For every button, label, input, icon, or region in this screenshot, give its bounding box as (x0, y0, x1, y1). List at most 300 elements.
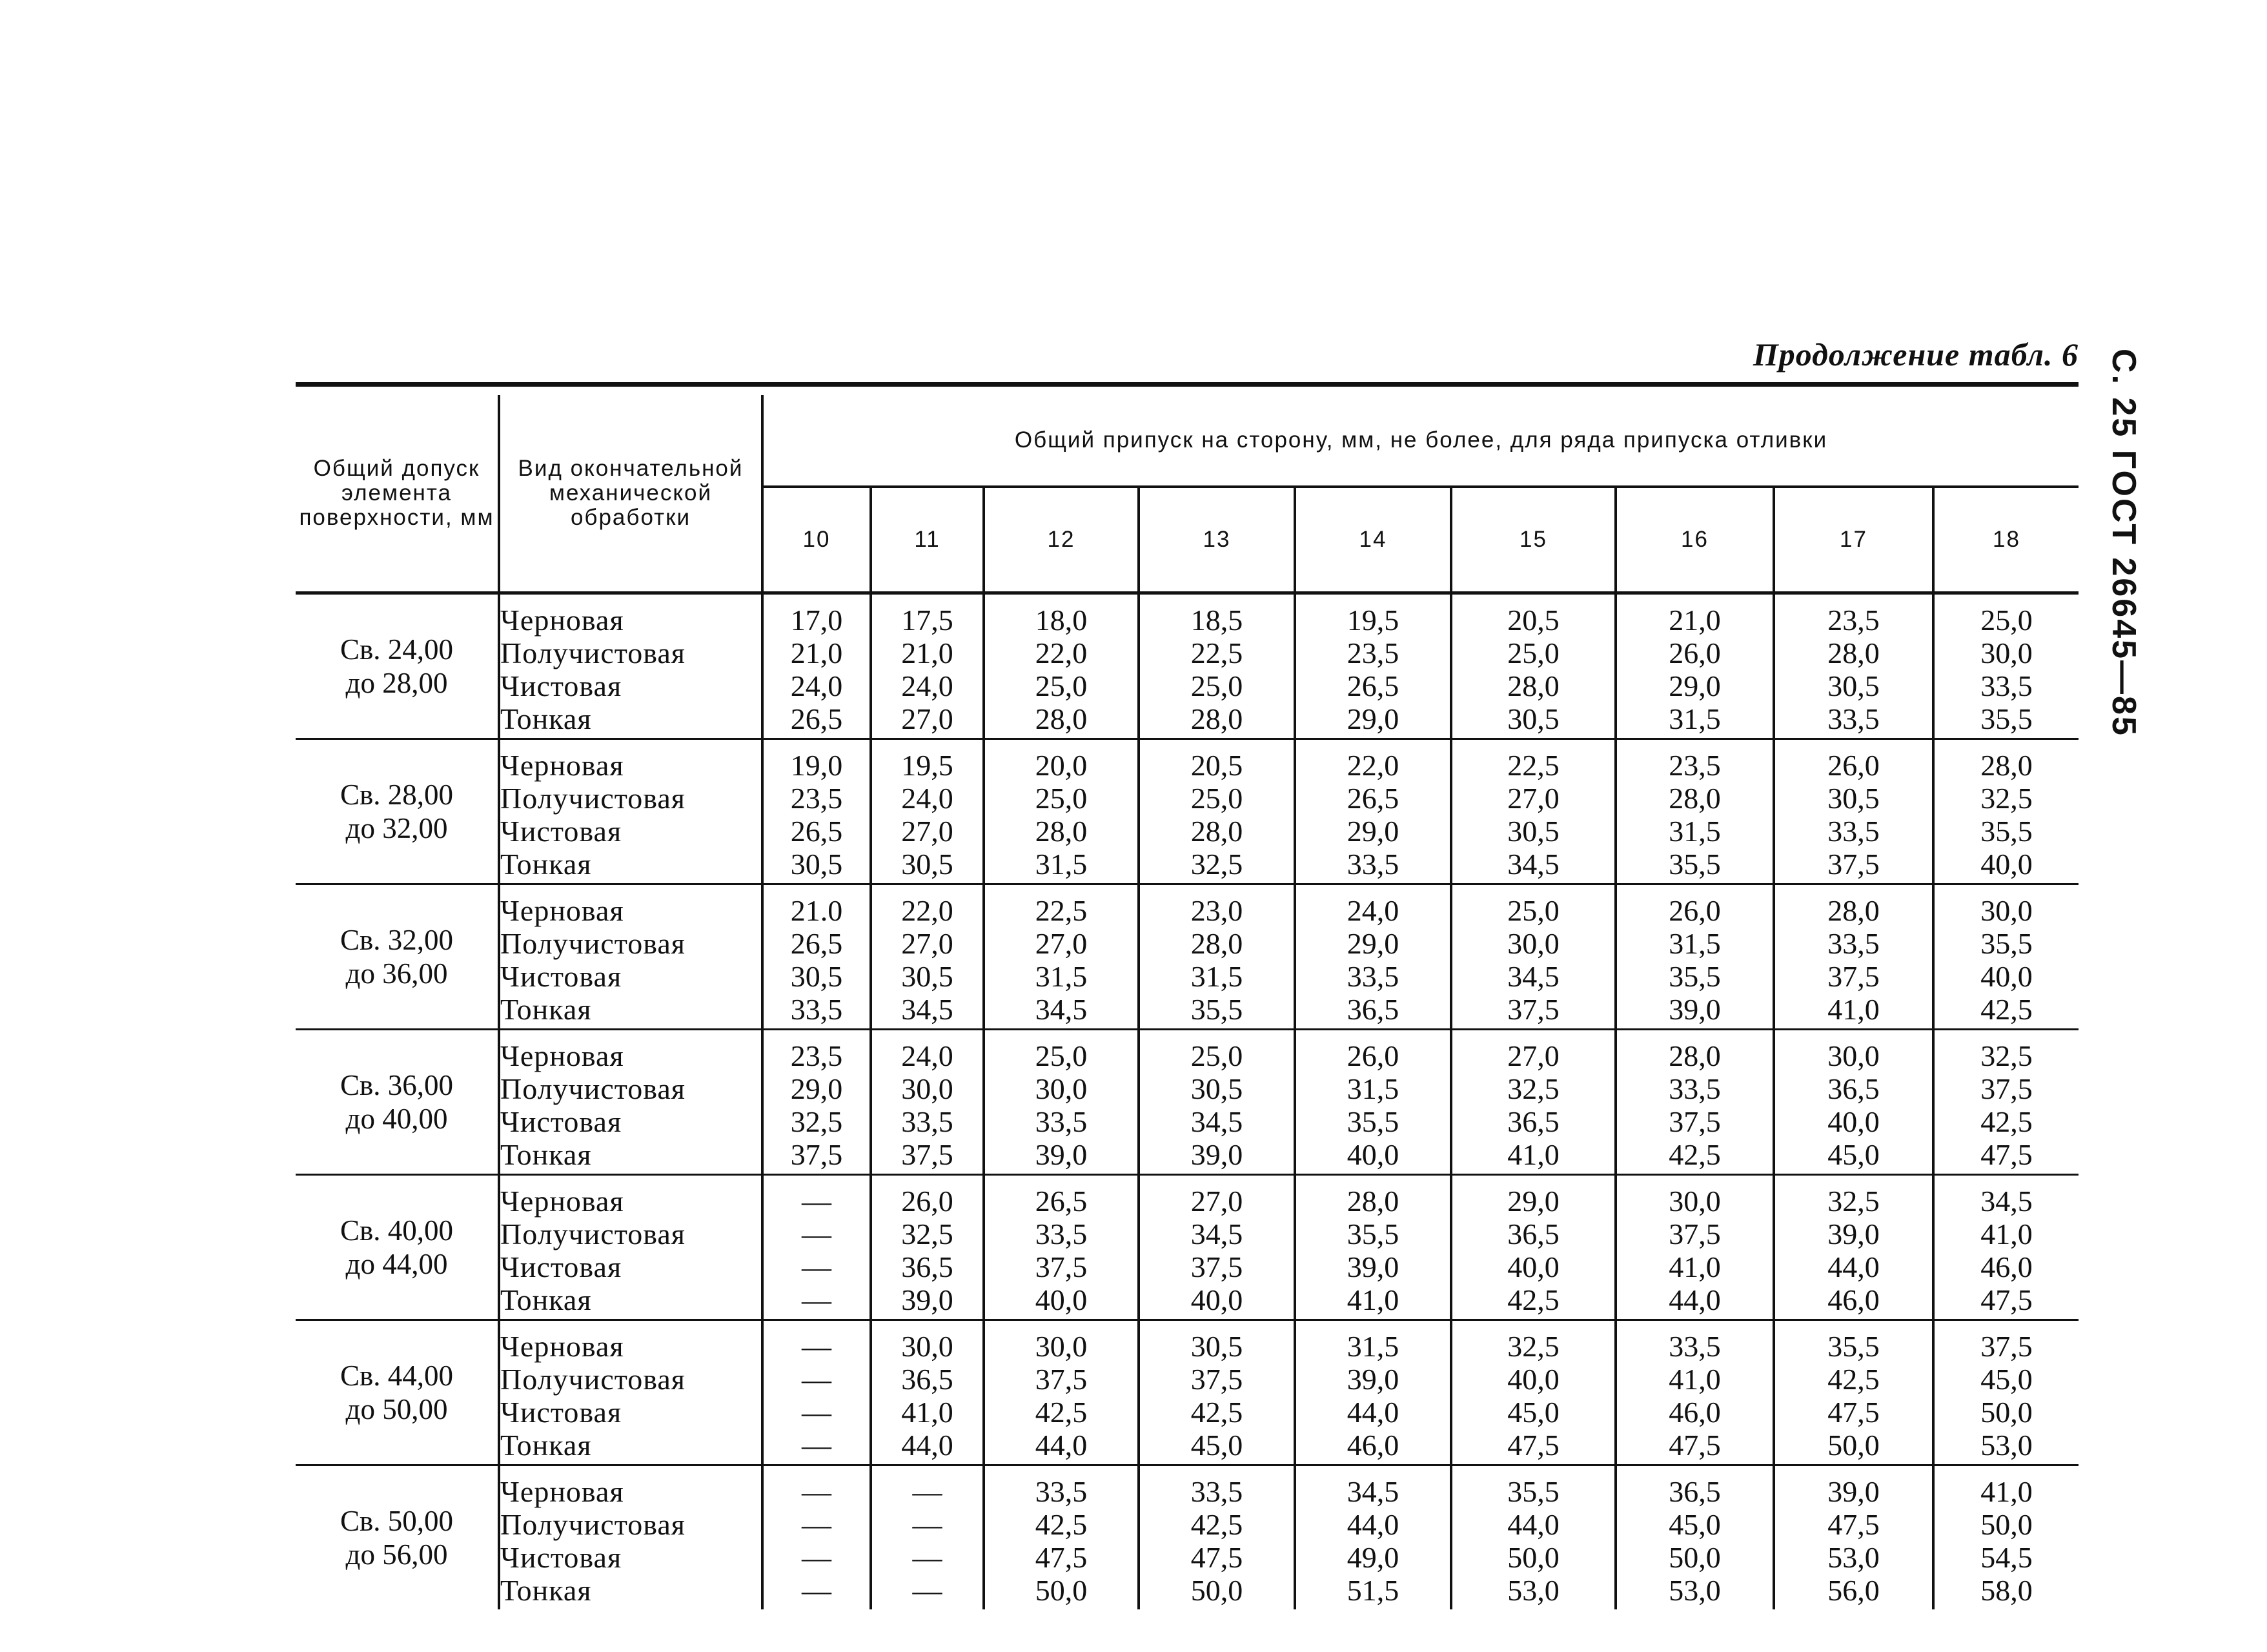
allowance-value: 27,0 (901, 815, 953, 848)
allowance-value: 22,5 (1035, 894, 1088, 927)
allowance-value: 49,0 (1347, 1541, 1399, 1574)
allowance-value: 29,0 (1347, 927, 1399, 960)
tolerance-line: Св. 36,00 (340, 1069, 453, 1101)
finish-type-label: Тонкая (500, 1429, 592, 1462)
value-cell-series-13 (1139, 1175, 1295, 1320)
finish-type-cell (499, 884, 762, 1030)
allowance-value: 31,5 (1190, 960, 1243, 993)
finish-type-label: Чистовая (500, 815, 622, 848)
allowance-value: 36,5 (1507, 1105, 1560, 1138)
allowance-value: 26,5 (790, 815, 843, 848)
allowance-value: — (802, 1475, 831, 1508)
value-cell-series-18 (1933, 739, 2079, 884)
value-cell-series-12 (984, 1030, 1139, 1175)
allowance-value: 26,5 (790, 927, 843, 960)
finish-type-label: Тонкая (500, 1283, 592, 1316)
allowance-value: 27,0 (1507, 1039, 1560, 1072)
allowance-value: 37,5 (1190, 1250, 1243, 1283)
allowance-value: 42,5 (1980, 993, 2033, 1026)
allowance-value: 35,5 (1669, 848, 1721, 881)
allowance-value: 28,0 (1507, 669, 1560, 702)
allowance-value: 28,0 (1827, 894, 1880, 927)
allowance-value: 40,0 (1827, 1105, 1880, 1138)
tolerance-cell (296, 884, 499, 1030)
value-cell-series-10 (762, 739, 871, 884)
table-row (296, 739, 2079, 884)
allowance-value: 18,0 (1035, 604, 1088, 637)
value-cell-series-14 (1295, 884, 1451, 1030)
allowance-value: 26,0 (1347, 1039, 1399, 1072)
allowance-value: 53,0 (1507, 1574, 1560, 1607)
allowance-value: 30,0 (1035, 1330, 1088, 1363)
allowance-value: 30,5 (901, 960, 953, 993)
allowance-value: 30,5 (901, 848, 953, 881)
allowance-value: 40,0 (1190, 1283, 1243, 1316)
allowance-value: 30,5 (1190, 1330, 1243, 1363)
value-cell-series-17 (1774, 739, 1933, 884)
allowance-value: 39,0 (1035, 1138, 1088, 1171)
allowance-value: 36,5 (901, 1250, 953, 1283)
finish-type-label: Тонкая (500, 848, 592, 881)
allowance-value: 25,0 (1980, 604, 2033, 637)
allowance-value: 24,0 (790, 669, 843, 702)
allowance-value: 30,5 (1827, 782, 1880, 815)
allowance-value: 28,0 (1190, 815, 1243, 848)
allowance-value: — (912, 1508, 942, 1541)
allowance-value: 33,5 (901, 1105, 953, 1138)
allowance-value: 50,0 (1980, 1396, 2033, 1429)
allowance-value: 56,0 (1827, 1574, 1880, 1607)
value-cell-series-14 (1295, 1465, 1451, 1610)
allowance-value: 25,0 (1507, 637, 1560, 669)
value-cell-series-16 (1616, 1320, 1774, 1465)
allowance-value: 44,0 (1347, 1508, 1399, 1541)
allowance-value: — (802, 1429, 831, 1462)
tolerance-line: Св. 32,00 (340, 924, 453, 956)
value-cell-series-12 (984, 1465, 1139, 1610)
allowance-value: 45,0 (1980, 1363, 2033, 1396)
allowance-value: 33,5 (1827, 702, 1880, 735)
allowance-value: 29,0 (1347, 702, 1399, 735)
table-row (296, 1320, 2079, 1465)
allowance-value: 24,0 (901, 669, 953, 702)
allowance-value: 30,5 (1190, 1072, 1243, 1105)
header-finish-type: Вид окончательной механической обработки (499, 395, 762, 593)
allowance-value: 29,0 (1347, 815, 1399, 848)
allowance-value: 42,5 (1507, 1283, 1560, 1316)
header-series-18: 18 (1933, 487, 2079, 593)
allowance-value: 33,5 (1669, 1330, 1721, 1363)
value-cell-series-18 (1933, 1030, 2079, 1175)
allowance-value: 45,0 (1669, 1508, 1721, 1541)
value-cell-series-10 (762, 1465, 871, 1610)
finish-type-label: Чистовая (500, 960, 622, 993)
table-row (296, 1175, 2079, 1320)
allowance-value: 30,5 (1507, 815, 1560, 848)
allowance-value: 29,0 (790, 1072, 843, 1105)
allowance-value: 44,0 (1035, 1429, 1088, 1462)
allowance-value: 27,0 (1035, 927, 1088, 960)
allowance-value: 47,5 (1507, 1429, 1560, 1462)
allowance-value: 21,0 (790, 637, 843, 669)
value-cell-series-16 (1616, 1030, 1774, 1175)
allowance-value: 32,5 (1980, 1039, 2033, 1072)
allowance-value: 32,5 (1980, 782, 2033, 815)
allowance-value: 32,5 (1190, 848, 1243, 881)
value-cell-series-11 (871, 884, 984, 1030)
allowance-value: 33,5 (1035, 1475, 1088, 1508)
tolerance-cell (296, 1465, 499, 1610)
allowance-value: — (912, 1541, 942, 1574)
allowance-value: 37,5 (1980, 1072, 2033, 1105)
allowance-value: 47,5 (1827, 1508, 1880, 1541)
finish-type-cell (499, 1030, 762, 1175)
allowance-value: — (802, 1508, 831, 1541)
finish-type-cell (499, 739, 762, 884)
allowance-value: — (802, 1574, 831, 1607)
allowance-value: — (802, 1396, 831, 1429)
tolerance-cell (296, 593, 499, 739)
allowance-value: 34,5 (1507, 960, 1560, 993)
allowance-value: 40,0 (1980, 960, 2033, 993)
allowance-value: 35,5 (1347, 1105, 1399, 1138)
allowance-value: 44,0 (1827, 1250, 1880, 1283)
allowance-value: 20,5 (1190, 749, 1243, 782)
tolerance-line: до 36,00 (345, 957, 448, 990)
allowance-value: 30,0 (901, 1072, 953, 1105)
allowance-value: 40,0 (1035, 1283, 1088, 1316)
finish-type-cell (499, 1465, 762, 1610)
allowance-value: 32,5 (1507, 1330, 1560, 1363)
value-cell-series-16 (1616, 593, 1774, 739)
allowance-value: 24,0 (901, 782, 953, 815)
allowance-value: 41,0 (1827, 993, 1880, 1026)
allowance-value: 35,5 (1190, 993, 1243, 1026)
allowance-value: 21.0 (790, 894, 843, 927)
allowance-value: 28,0 (1980, 749, 2033, 782)
allowance-value: 30,0 (1980, 637, 2033, 669)
allowance-value: 41,0 (1347, 1283, 1399, 1316)
allowance-value: 37,5 (1669, 1105, 1721, 1138)
value-cell-series-17 (1774, 1175, 1933, 1320)
allowance-value: 26,5 (1347, 782, 1399, 815)
value-cell-series-14 (1295, 1175, 1451, 1320)
value-cell-series-13 (1139, 739, 1295, 884)
allowance-value: 50,0 (1669, 1541, 1721, 1574)
allowance-value: 23,0 (1190, 894, 1243, 927)
value-cell-series-17 (1774, 884, 1933, 1030)
value-cell-series-18 (1933, 1320, 2079, 1465)
tolerance-line: Св. 40,00 (340, 1214, 453, 1247)
allowance-value: 23,5 (1669, 749, 1721, 782)
allowance-value: 30,0 (1035, 1072, 1088, 1105)
allowance-table (296, 395, 2079, 1609)
allowance-value: 26,5 (1347, 669, 1399, 702)
finish-type-cell (499, 1320, 762, 1465)
allowance-value: 28,0 (1190, 702, 1243, 735)
allowance-value: 27,0 (1190, 1185, 1243, 1218)
allowance-value: 32,5 (1507, 1072, 1560, 1105)
allowance-value: 32,5 (790, 1105, 843, 1138)
allowance-value: 34,5 (1190, 1105, 1243, 1138)
allowance-value: — (912, 1475, 942, 1508)
allowance-value: 39,0 (1347, 1250, 1399, 1283)
finish-type-label: Черновая (500, 1185, 624, 1218)
allowance-value: 27,0 (1507, 782, 1560, 815)
finish-type-label: Тонкая (500, 993, 592, 1026)
value-cell-series-10 (762, 884, 871, 1030)
allowance-value: 34,5 (1507, 848, 1560, 881)
allowance-value: 42,5 (1669, 1138, 1721, 1171)
value-cell-series-13 (1139, 884, 1295, 1030)
allowance-value: 35,5 (1980, 702, 2033, 735)
allowance-value: 23,5 (1827, 604, 1880, 637)
tolerance-line: до 44,00 (345, 1248, 448, 1280)
allowance-value: 34,5 (1035, 993, 1088, 1026)
allowance-value: 47,5 (1190, 1541, 1243, 1574)
allowance-value: 41,0 (1669, 1363, 1721, 1396)
allowance-value: 27,0 (901, 927, 953, 960)
allowance-value: 21,0 (901, 637, 953, 669)
allowance-value: — (802, 1363, 831, 1396)
value-cell-series-16 (1616, 739, 1774, 884)
header-allowance-group: Общий припуск на сторону, мм, не более, для ряда припуска отливки (762, 395, 2079, 487)
finish-type-label: Получистовая (500, 1508, 686, 1541)
allowance-value: 45,0 (1190, 1429, 1243, 1462)
allowance-value: 24,0 (901, 1039, 953, 1072)
finish-type-label: Получистовая (500, 1363, 686, 1396)
allowance-value: 45,0 (1827, 1138, 1880, 1171)
allowance-value: 50,0 (1035, 1574, 1088, 1607)
value-cell-series-12 (984, 739, 1139, 884)
allowance-value: 24,0 (1347, 894, 1399, 927)
table-header (296, 395, 2079, 593)
allowance-value: 33,5 (1190, 1475, 1243, 1508)
tolerance-line: до 40,00 (345, 1103, 448, 1135)
allowance-value: 30,5 (1827, 669, 1880, 702)
value-cell-series-16 (1616, 1175, 1774, 1320)
header-series-13: 13 (1139, 487, 1295, 593)
table-caption: Продолжение табл. 6 (1753, 336, 2079, 372)
value-cell-series-10 (762, 1175, 871, 1320)
allowance-value: 28,0 (1669, 782, 1721, 815)
allowance-value: 30,0 (1507, 927, 1560, 960)
tolerance-line: до 32,00 (345, 812, 448, 844)
value-cell-series-10 (762, 1030, 871, 1175)
allowance-value: 25,0 (1190, 669, 1243, 702)
page-side-title: С. 25 ГОСТ 26645—85 (2105, 349, 2142, 737)
table-row (296, 1465, 2079, 1610)
allowance-value: 32,5 (1827, 1185, 1880, 1218)
allowance-value: 23,5 (1347, 637, 1399, 669)
allowance-value: 37,5 (1190, 1363, 1243, 1396)
allowance-value: 19,5 (901, 749, 953, 782)
value-cell-series-13 (1139, 1465, 1295, 1610)
allowance-value: 41,0 (1507, 1138, 1560, 1171)
allowance-value: — (802, 1218, 831, 1250)
allowance-value: 30,0 (1827, 1039, 1880, 1072)
allowance-value: 33,5 (1669, 1072, 1721, 1105)
allowance-value: 58,0 (1980, 1574, 2033, 1607)
finish-type-label: Черновая (500, 894, 624, 927)
allowance-value: 27,0 (901, 702, 953, 735)
header-series-17: 17 (1774, 487, 1933, 593)
finish-type-label: Получистовая (500, 637, 686, 669)
allowance-value: 19,5 (1347, 604, 1399, 637)
allowance-value: 42,5 (1035, 1508, 1088, 1541)
allowance-value: 46,0 (1347, 1429, 1399, 1462)
allowance-value: 36,5 (1347, 993, 1399, 1026)
tolerance-cell (296, 1175, 499, 1320)
allowance-value: 29,0 (1669, 669, 1721, 702)
header-series-16: 16 (1616, 487, 1774, 593)
value-cell-series-15 (1451, 1175, 1616, 1320)
value-cell-series-11 (871, 1175, 984, 1320)
allowance-value: 37,5 (1507, 993, 1560, 1026)
allowance-value: 23,5 (790, 782, 843, 815)
allowance-value: 26,5 (790, 702, 843, 735)
allowance-value: 25,0 (1035, 669, 1088, 702)
allowance-value: 30,0 (1669, 1185, 1721, 1218)
allowance-value: 33,5 (1035, 1105, 1088, 1138)
allowance-value: 46,0 (1827, 1283, 1880, 1316)
allowance-value: 31,5 (1035, 960, 1088, 993)
allowance-value: 35,5 (1980, 815, 2033, 848)
finish-type-cell (499, 1175, 762, 1320)
allowance-value: 36,5 (1669, 1475, 1721, 1508)
top-rule (296, 382, 2079, 387)
allowance-value: 37,5 (1035, 1363, 1088, 1396)
allowance-value: 50,0 (1507, 1541, 1560, 1574)
tolerance-cell (296, 1320, 499, 1465)
allowance-value: 22,0 (1035, 637, 1088, 669)
allowance-value: 36,5 (1827, 1072, 1880, 1105)
value-cell-series-11 (871, 739, 984, 884)
allowance-value: 31,5 (1035, 848, 1088, 881)
value-cell-series-14 (1295, 593, 1451, 739)
allowance-value: 40,0 (1507, 1250, 1560, 1283)
allowance-value: 50,0 (1827, 1429, 1880, 1462)
tolerance-line: Св. 28,00 (340, 779, 453, 811)
allowance-value: 25,0 (1190, 1039, 1243, 1072)
allowance-value: 34,5 (1190, 1218, 1243, 1250)
tolerance-line: Св. 44,00 (340, 1360, 453, 1392)
finish-type-label: Черновая (500, 1330, 624, 1363)
value-cell-series-12 (984, 593, 1139, 739)
allowance-value: 37,5 (1669, 1218, 1721, 1250)
allowance-value: 35,5 (1347, 1218, 1399, 1250)
allowance-value: — (802, 1330, 831, 1363)
allowance-value: 47,5 (1035, 1541, 1088, 1574)
allowance-value: — (802, 1283, 831, 1316)
value-cell-series-14 (1295, 1320, 1451, 1465)
allowance-value: 31,5 (1347, 1072, 1399, 1105)
allowance-value: 32,5 (901, 1218, 953, 1250)
finish-type-label: Чистовая (500, 1396, 622, 1429)
allowance-value: 51,5 (1347, 1574, 1399, 1607)
finish-type-label: Получистовая (500, 1218, 686, 1250)
header-series-12: 12 (984, 487, 1139, 593)
finish-type-label: Чистовая (500, 1250, 622, 1283)
value-cell-series-16 (1616, 1465, 1774, 1610)
allowance-value: 31,5 (1669, 927, 1721, 960)
tolerance-line: до 56,00 (345, 1538, 448, 1571)
allowance-value: 37,5 (1827, 848, 1880, 881)
allowance-value: 47,5 (1669, 1429, 1721, 1462)
allowance-value: 26,0 (1827, 749, 1880, 782)
allowance-value: 25,0 (1190, 782, 1243, 815)
allowance-value: — (802, 1250, 831, 1283)
allowance-value: 33,5 (1980, 669, 2033, 702)
tolerance-line: до 50,00 (345, 1393, 448, 1425)
allowance-value: 33,5 (1347, 848, 1399, 881)
allowance-value: 42,5 (1190, 1396, 1243, 1429)
allowance-value: 35,5 (1669, 960, 1721, 993)
value-cell-series-18 (1933, 884, 2079, 1030)
allowance-value: 50,0 (1190, 1574, 1243, 1607)
value-cell-series-11 (871, 593, 984, 739)
allowance-value: — (802, 1541, 831, 1574)
allowance-value: — (912, 1574, 942, 1607)
allowance-value: 33,5 (1035, 1218, 1088, 1250)
value-cell-series-14 (1295, 739, 1451, 884)
allowance-value: 22,5 (1190, 637, 1243, 669)
value-cell-series-17 (1774, 1465, 1933, 1610)
value-cell-series-12 (984, 884, 1139, 1030)
tolerance-cell (296, 739, 499, 884)
header-tolerance: Общий допуск элемента поверхности, мм (296, 395, 499, 593)
allowance-value: 36,5 (901, 1363, 953, 1396)
allowance-value: 53,0 (1669, 1574, 1721, 1607)
allowance-value: 37,5 (1827, 960, 1880, 993)
allowance-value: 42,5 (1190, 1508, 1243, 1541)
allowance-value: 29,0 (1507, 1185, 1560, 1218)
finish-type-label: Тонкая (500, 702, 592, 735)
allowance-value: 35,5 (1980, 927, 2033, 960)
value-cell-series-18 (1933, 593, 2079, 739)
allowance-value: 20,5 (1507, 604, 1560, 637)
allowance-value: 47,5 (1827, 1396, 1880, 1429)
finish-type-cell (499, 593, 762, 739)
finish-type-label: Черновая (500, 604, 624, 637)
allowance-value: 23,5 (790, 1039, 843, 1072)
value-cell-series-11 (871, 1030, 984, 1175)
allowance-value: 41,0 (901, 1396, 953, 1429)
finish-type-label: Получистовая (500, 927, 686, 960)
allowance-value: 47,5 (1980, 1138, 2033, 1171)
value-cell-series-13 (1139, 1320, 1295, 1465)
allowance-value: 40,0 (1507, 1363, 1560, 1396)
tolerance-line: Св. 24,00 (340, 633, 453, 666)
allowance-value: 37,5 (1035, 1250, 1088, 1283)
value-cell-series-15 (1451, 593, 1616, 739)
value-cell-series-17 (1774, 1320, 1933, 1465)
finish-type-label: Чистовая (500, 1105, 622, 1138)
finish-type-label: Чистовая (500, 1541, 622, 1574)
allowance-value: 39,0 (1827, 1218, 1880, 1250)
value-cell-series-10 (762, 593, 871, 739)
allowance-value: 39,0 (1190, 1138, 1243, 1171)
allowance-value: 39,0 (1669, 993, 1721, 1026)
finish-type-label: Черновая (500, 1039, 624, 1072)
allowance-value: 25,0 (1035, 1039, 1088, 1072)
allowance-value: 41,0 (1980, 1475, 2033, 1508)
allowance-value: 45,0 (1507, 1396, 1560, 1429)
allowance-value: 34,5 (901, 993, 953, 1026)
allowance-value: 31,5 (1347, 1330, 1399, 1363)
finish-type-label: Тонкая (500, 1574, 592, 1607)
allowance-value: 41,0 (1669, 1250, 1721, 1283)
